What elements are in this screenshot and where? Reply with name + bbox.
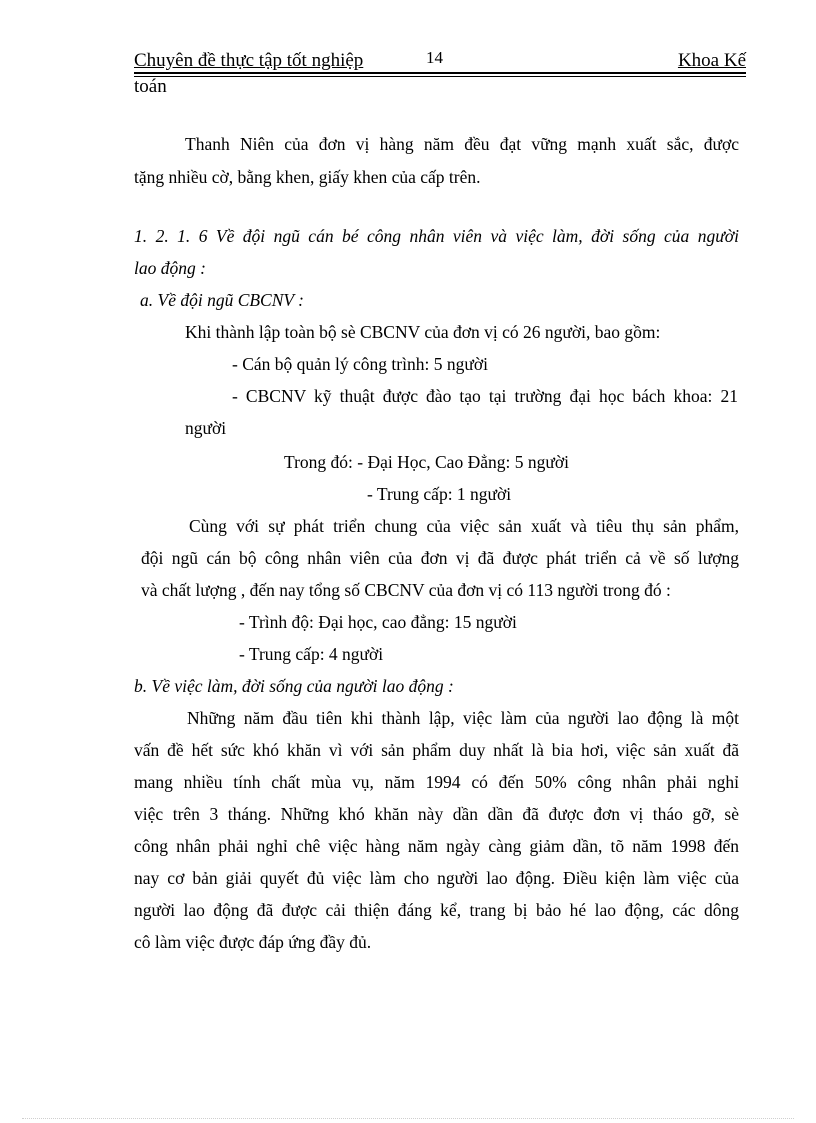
section-heading: 1. 2. 1. 6 Về đội ngũ cán bé công nhân viên và việc làm, đời sống của người — [134, 226, 739, 246]
page-number: 14 — [426, 48, 443, 67]
list-item: - Trung cấp: 1 người — [367, 484, 512, 504]
paragraph-line: cô làm việc được đáp ứng đầy đủ. — [134, 932, 372, 952]
page-header — [134, 50, 746, 72]
paragraph-line: Thanh Niên của đơn vị hàng năm đều đạt vững mạnh xuất sắc, được — [185, 134, 739, 154]
paragraph-line: Cùng với sự phát triển chung của việc sản xuất và tiêu thụ sản phẩm, — [189, 516, 739, 536]
paragraph-line: người lao động đã được cải thiện đáng kể, trang bị bảo hé lao động, các dông — [134, 900, 739, 920]
paragraph-line: Khi thành lập toàn bộ sè CBCNV của đơn vị có 26 người, bao gồm: — [185, 322, 661, 342]
header-continuation: toán — [134, 76, 167, 97]
paragraph-line: và chất lượng , đến nay tổng số CBCNV của đơn vị có 113 người trong đó : — [141, 580, 671, 600]
subheading-b: b. Về việc làm, đời sống của người lao động : — [134, 676, 454, 696]
header-rule-thin — [134, 76, 746, 77]
list-item: - Trung cấp: 4 người — [239, 644, 384, 664]
paragraph-line: vấn đề hết sức khó khăn vì với sản phẩm duy nhất là bia hơi, việc sản xuất đã — [134, 740, 739, 760]
list-item-cont: người — [185, 418, 227, 438]
paragraph-line: Những năm đầu tiên khi thành lập, việc làm của người lao động là một — [187, 708, 739, 728]
header-department: Khoa Kế — [677, 50, 746, 71]
paragraph-line: đội ngũ cán bộ công nhân viên của đơn vị đã được phát triển cả về số lượng — [141, 548, 739, 568]
list-item: Trong đó: - Đại Học, Cao Đẳng: 5 người — [284, 452, 569, 472]
list-item: - Cán bộ quản lý công trình: 5 người — [232, 354, 488, 374]
header-rule-thick — [134, 72, 746, 74]
page-bottom-border — [22, 1118, 794, 1119]
paragraph-line: việc trên 3 tháng. Những khó khăn này dần dần đã được đơn vị tháo gỡ, sè — [134, 804, 739, 824]
header-title: Chuyên đề thực tập tốt nghiệp — [134, 50, 364, 71]
subheading-a: a. Về đội ngũ CBCNV : — [140, 290, 304, 310]
list-item: - CBCNV kỹ thuật được đào tạo tại trường đại học bách khoa: 21 — [232, 386, 738, 406]
section-heading-cont: lao động : — [134, 258, 206, 278]
paragraph-line: công nhân phải nghỉ chê việc hàng năm ngày càng giảm dần, tõ năm 1998 đến — [134, 836, 739, 856]
paragraph-line: nay cơ bản giải quyết đủ việc làm cho người lao động. Điều kiện làm việc của — [134, 868, 739, 888]
paragraph-line: mang nhiều tính chất mùa vụ, năm 1994 có đến 50% công nhân phải nghỉ — [134, 772, 739, 792]
paragraph-line: tặng nhiều cờ, bằng khen, giấy khen của cấp trên. — [134, 167, 481, 187]
list-item: - Trình độ: Đại học, cao đẳng: 15 người — [239, 612, 517, 632]
